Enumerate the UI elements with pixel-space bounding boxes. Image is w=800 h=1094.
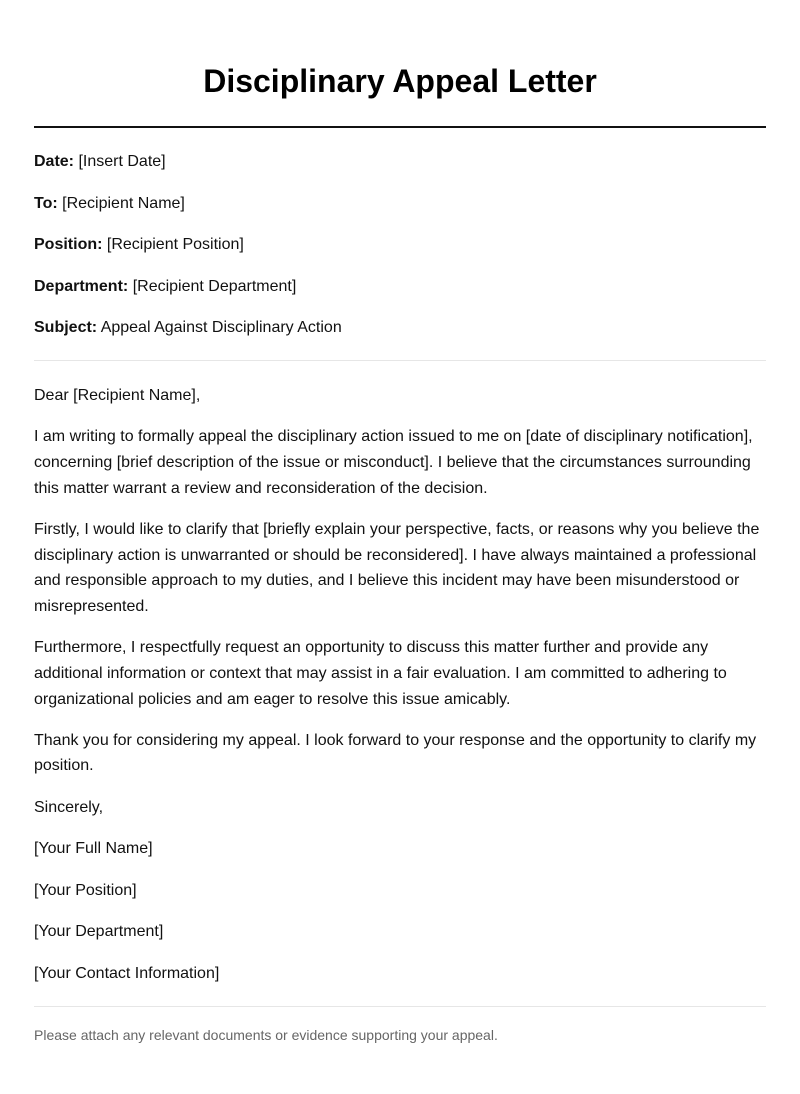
page-title: Disciplinary Appeal Letter <box>203 63 597 99</box>
signature-name: [Your Full Name] <box>34 840 153 858</box>
recipient-field <box>34 192 766 216</box>
body-paragraph-3: Furthermore, I respectfully request an opportunity to discuss this matter further and provide any additional information or context that may assist in a fair evaluation. I am committed to adhering to organizational policies and am eager to resolve this issue amicably. <box>34 639 727 708</box>
date-value: [Insert Date] <box>78 153 166 170</box>
subject-value: Appeal Against Disciplinary Action <box>100 319 342 336</box>
header-divider <box>34 360 766 361</box>
recipient-value: [Recipient Name] <box>62 194 185 212</box>
department-field <box>34 275 766 299</box>
body-paragraph-4: Thank you for considering my appeal. I look forward to your response and the opportunity to clarify my position. <box>34 731 757 775</box>
salutation: Dear [Recipient Name], <box>34 387 201 404</box>
date-label: Date: <box>34 153 75 170</box>
signature-contact: [Your Contact Information] <box>34 964 220 982</box>
title-divider <box>34 126 766 128</box>
date-field <box>34 150 766 174</box>
footer-note: Please attach any relevant documents or evidence supporting your appeal. <box>34 1027 498 1043</box>
body-paragraph-1: I am writing to formally appeal the disciplinary action issued to me on [date of disciplinary notification], concerning [brief description of the issue or misconduct]. I believe that the circumstances surrounding this matter warrant a review and reconsideration of the decision. <box>34 428 753 497</box>
position-value: [Recipient Position] <box>106 236 244 253</box>
closing: Sincerely, <box>34 798 104 816</box>
department-value: [Recipient Department] <box>132 277 297 295</box>
department-label: Department: <box>34 277 129 295</box>
position-label: Position: <box>34 236 103 253</box>
recipient-label: To: <box>34 194 58 212</box>
letter-header-fields <box>34 150 766 358</box>
body-paragraph-2: Firstly, I would like to clarify that [briefly explain your perspective, facts, or reasons why you believe the disciplinary action is unwarranted or should be reconsidered]. I have always maintained a professional and responsible approach to my duties, and I believe this incident may have been misunderstood or misrepresented. <box>34 520 760 615</box>
letter-body <box>34 383 766 1002</box>
footer-divider <box>34 1006 766 1007</box>
signature-block <box>34 795 766 987</box>
subject-label: Subject: <box>34 319 98 336</box>
signature-department: [Your Department] <box>34 923 164 941</box>
signature-position: [Your Position] <box>34 881 137 899</box>
position-field <box>34 233 766 257</box>
subject-field <box>34 316 766 340</box>
